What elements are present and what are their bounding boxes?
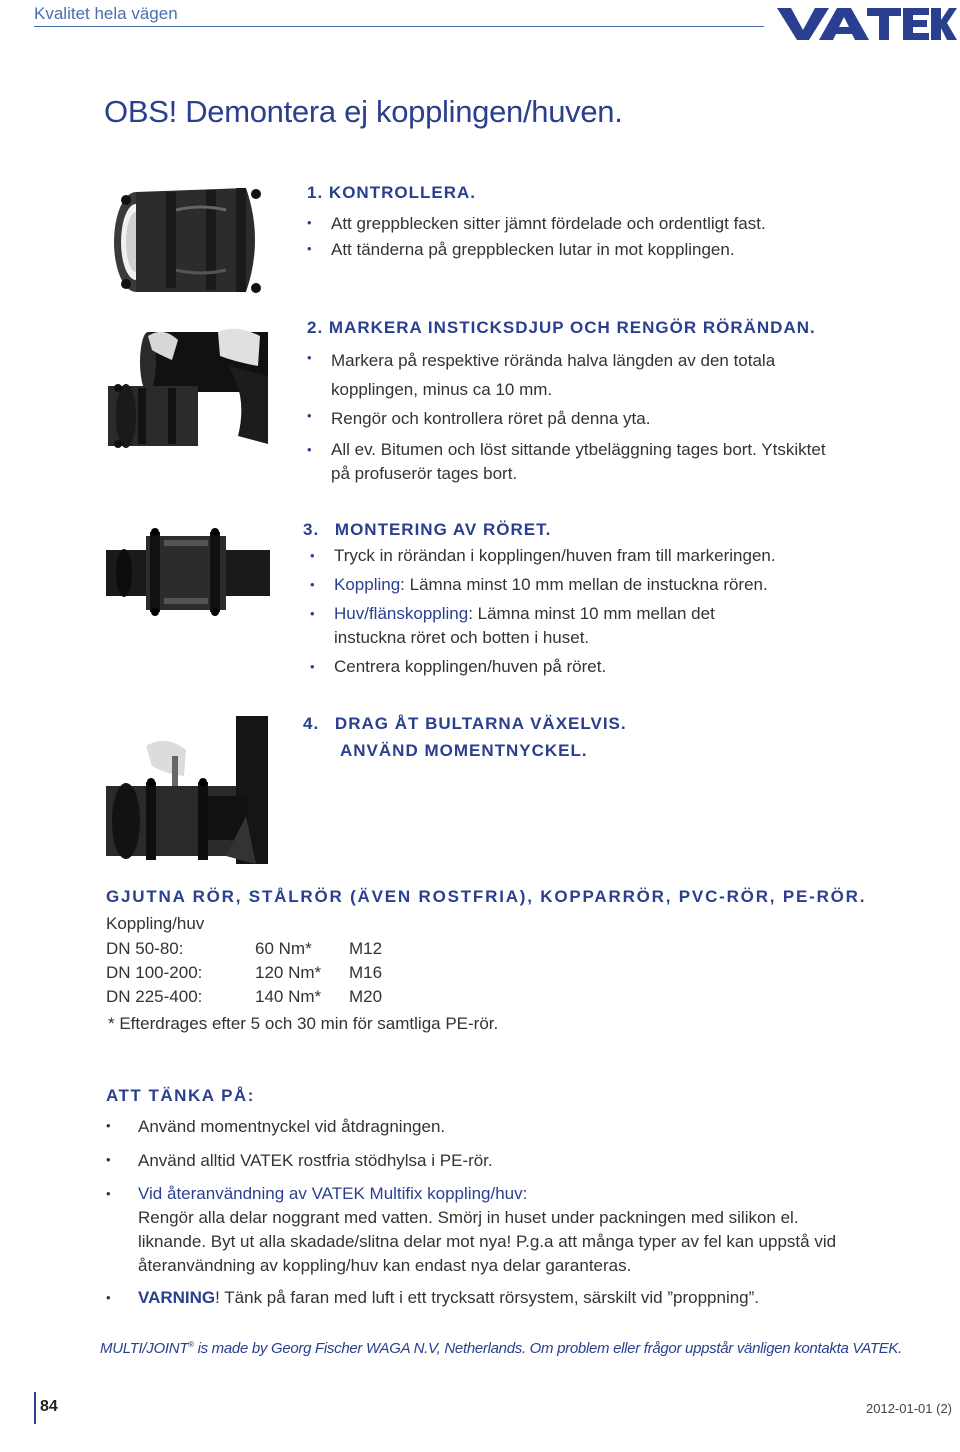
bullet-lead: Koppling	[334, 575, 401, 594]
bullet-lead: Huv/flänskoppling	[334, 604, 469, 623]
bullet-text: : Lämna minst 10 mm mellan det instuckna röret och botten i huset.	[334, 604, 715, 647]
torque-subheading: Koppling/huv	[106, 914, 205, 933]
list-item	[106, 1182, 846, 1278]
mounting-photo	[106, 522, 270, 618]
step-4-line1	[303, 710, 627, 737]
torque-heading: GJUTNA RÖR, STÅLRÖR (ÄVEN ROSTFRIA), KOPPARRÖR, PVC-RÖR, PE-RÖR.	[106, 887, 867, 906]
torque-cell: 120 Nm*	[255, 963, 322, 982]
step-1-title	[307, 183, 476, 203]
marking-photo	[108, 326, 268, 454]
list-item: • Använd momentnyckel vid åtdragningen.	[106, 1114, 846, 1140]
list-item	[310, 655, 790, 679]
coupling-photo	[106, 180, 270, 298]
table-row	[106, 963, 382, 987]
footer-note	[100, 1340, 902, 1357]
step-title-text: MARKERA INSTICKSDJUP OCH RENGÖR RÖRÄNDAN.	[328, 318, 816, 337]
page-number: 84	[40, 1398, 58, 1415]
bullet-text: Centrera kopplingen/huven på röret.	[334, 657, 607, 676]
step-3-title	[303, 520, 551, 540]
footer-note-text: is made by Georg Fischer WAGA N.V, Netherlands. Om problem eller frågor uppstår vänligen kontakta VATEK.	[193, 1340, 902, 1357]
warning-lead: VARNING	[138, 1288, 216, 1307]
tightening-photo	[106, 716, 268, 864]
torque-cell: 140 Nm*	[255, 987, 322, 1006]
step-4-line2: ANVÄND MOMENTNYCKEL.	[340, 741, 588, 760]
bullet-text: Tryck in rörändan i kopplingen/huven fram till markeringen.	[334, 546, 776, 565]
table-row	[106, 987, 382, 1011]
bolt-cell: M12	[349, 939, 383, 958]
step-2-title	[307, 318, 816, 338]
bolt-cell: M16	[349, 963, 383, 982]
step-4-title	[303, 710, 627, 764]
list-item: • Rengör och kontrollera röret på denna yta.	[307, 404, 827, 433]
step-2-bullets	[307, 346, 827, 486]
step-title-text: KONTROLLERA.	[328, 183, 476, 202]
dn-cell: DN 50-80:	[106, 939, 184, 958]
dn-cell: DN 100-200:	[106, 963, 203, 982]
reuse-body: Rengör alla delar noggrant med vatten. Smörj in huset under packningen med silikon el. liknande. Byt ut alla skadade/slitna delar mot nya! P.g.a att många typer av fel kan uppstå vid återanvändning av koppling/huv kan endast nya delar garanteras.	[138, 1208, 837, 1275]
think-heading: ATT TÄNKA PÅ:	[106, 1086, 255, 1105]
registered-mark: ®	[188, 1340, 194, 1349]
list-item	[106, 1286, 846, 1310]
list-item	[310, 544, 790, 568]
list-item: • Att tänderna på greppblecken lutar in mot kopplingen.	[307, 237, 907, 263]
step-1-bullets	[307, 211, 907, 263]
list-item: • Markera på respektive rörända halva längden av den totala kopplingen, minus ca 10 mm.	[307, 346, 827, 404]
list-item	[310, 602, 790, 650]
multijoint-brand: MULTI/JOINT	[100, 1340, 189, 1357]
dn-cell: DN 225-400:	[106, 987, 203, 1006]
torque-table	[106, 939, 382, 1011]
step-title-text: DRAG ÅT BULTARNA VÄXELVIS.	[334, 714, 627, 733]
header-rule	[34, 26, 764, 27]
vatek-logo-icon	[775, 0, 957, 44]
list-item	[310, 573, 790, 597]
warning-text: ! Tänk på faran med luft i ett trycksatt rörsystem, särskilt vid ”proppning”.	[215, 1288, 760, 1307]
step-3-bullets	[310, 544, 790, 679]
step-number: 2.	[307, 318, 324, 337]
bullet-text: : Lämna minst 10 mm mellan de instuckna rören.	[400, 575, 768, 594]
step-number: 3.	[303, 520, 320, 539]
step-title-text: MONTERING AV RÖRET.	[334, 520, 552, 539]
reuse-title: • Vid återanvändning av VATEK Multifix koppling/huv:	[138, 1184, 528, 1203]
step-number: 1.	[307, 183, 324, 202]
notice-heading: OBS! Demontera ej kopplingen/huven.	[104, 94, 623, 129]
list-item: • Att greppblecken sitter jämnt fördelade och ordentligt fast.	[307, 211, 907, 237]
torque-footnote: * Efterdrages efter 5 och 30 min för samtliga PE-rör.	[108, 1014, 499, 1033]
table-row	[106, 939, 382, 963]
list-item: • All ev. Bitumen och löst sittande ytbeläggning tages bort. Ytskiktet på profuserör tages bort.	[307, 438, 827, 486]
torque-cell: 60 Nm*	[255, 939, 312, 958]
tagline: Kvalitet hela vägen	[34, 4, 178, 23]
bolt-cell: M20	[349, 987, 383, 1006]
think-list	[106, 1114, 846, 1310]
step-number: 4.	[303, 714, 320, 733]
list-item: • Använd alltid VATEK rostfria stödhylsa i PE-rör.	[106, 1148, 846, 1174]
footer-date: 2012-01-01 (2)	[866, 1401, 952, 1416]
